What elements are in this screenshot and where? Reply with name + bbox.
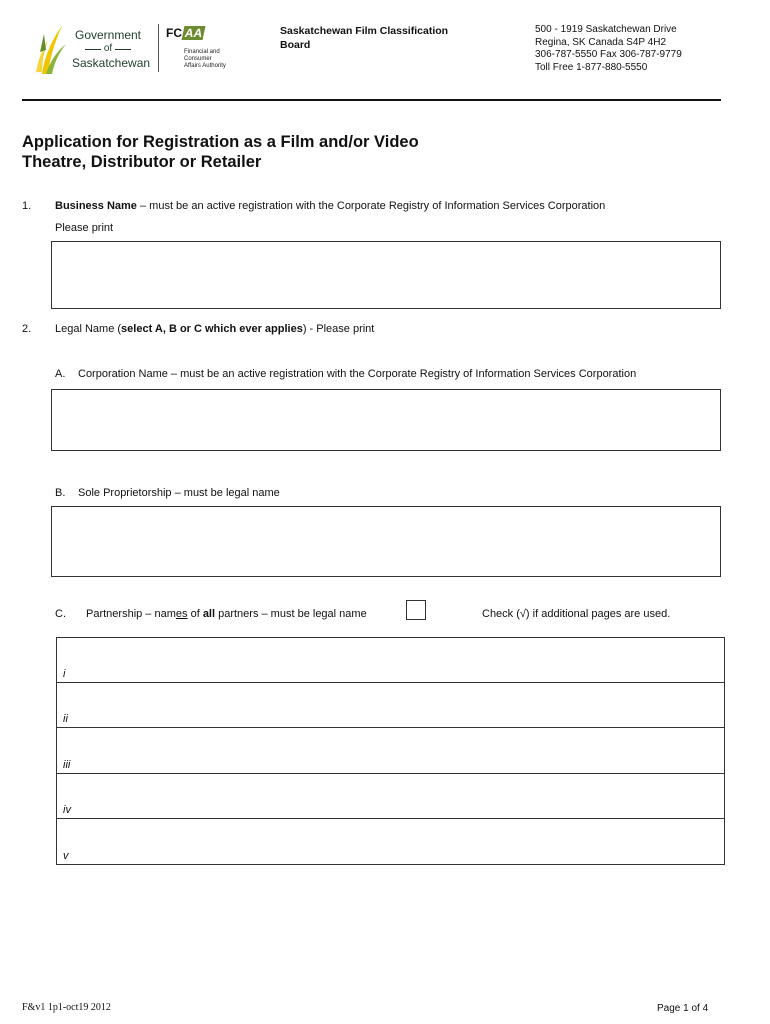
- partner-row-5[interactable]: [57, 819, 724, 864]
- section1-sublabel: Please print: [55, 222, 114, 234]
- address-line1: 500 - 1919 Saskatchewan Drive: [535, 24, 677, 35]
- fcaa-logo: [166, 26, 204, 40]
- option-c-label-bold: all: [202, 608, 216, 620]
- partner-row-1-label: i: [63, 668, 66, 680]
- form-title: [22, 132, 542, 172]
- partner-row-3-label: iii: [63, 759, 71, 771]
- partner-row-2-label: ii: [63, 713, 68, 725]
- partner-row-4-label: iv: [63, 804, 71, 816]
- option-c-label: [86, 607, 416, 621]
- section2-label: [55, 322, 655, 336]
- form-title-line2: Theatre, Distributor or Retailer: [22, 153, 262, 171]
- section1-number: 1.: [22, 200, 32, 212]
- partner-row-5-label: v: [63, 850, 69, 862]
- corporation-name-field[interactable]: [51, 389, 721, 451]
- fcaa-sub-line2: Consumer: [184, 56, 212, 62]
- section2-number: 2.: [22, 323, 32, 335]
- option-a-label: Corporation Name – must be an active registration with the Corporate Registry of Information Services Corporation: [78, 368, 637, 380]
- section2-label-end: ) - Please print: [302, 323, 375, 335]
- partner-row-4[interactable]: [57, 774, 724, 819]
- option-c-label-start: Partnership – nam: [86, 608, 176, 620]
- board-address: [535, 24, 682, 74]
- address-toll-free: Toll Free 1-877-880-5550: [535, 61, 648, 73]
- section1-label-bold: Business Name: [55, 200, 137, 212]
- additional-pages-note: Check (√) if additional pages are used.: [482, 608, 671, 620]
- sole-proprietorship-field[interactable]: [51, 506, 721, 577]
- address-line2: Regina, SK Canada S4P 4H2: [535, 36, 667, 48]
- option-b-label: Sole Proprietorship – must be legal name: [78, 487, 280, 499]
- saskatchewan-wheat-logo-icon: [32, 22, 72, 76]
- partners-table: [56, 637, 725, 865]
- fcaa-logo-aa: AA: [183, 26, 204, 40]
- header-rule: [22, 99, 721, 101]
- form-code: F&v1 1p1-oct19 2012: [22, 1002, 111, 1013]
- gov-logo-line1: Government: [74, 28, 142, 42]
- business-name-field[interactable]: [51, 241, 721, 309]
- option-b-letter: B.: [55, 487, 66, 499]
- option-c-label-underline: es: [175, 608, 188, 620]
- gov-logo-line3: Saskatchewan: [72, 56, 151, 70]
- page-number: Page 1 of 4: [657, 1003, 709, 1014]
- section2-label-start: Legal Name (: [55, 323, 122, 335]
- section2-label-bold: select A, B or C which ever applies: [121, 323, 303, 335]
- section1-label: [55, 199, 755, 213]
- partner-row-3[interactable]: [57, 729, 724, 774]
- option-c-letter: C.: [55, 608, 66, 620]
- fcaa-logo-fc: FC: [166, 26, 182, 40]
- government-of-saskatchewan-wordmark: [72, 28, 151, 70]
- section1-label-rest: – must be an active registration with the Corporate Registry of Information Services Corporation: [136, 200, 606, 212]
- address-phone-fax: 306-787-5550 Fax 306-787-9779: [535, 49, 682, 60]
- option-c-label-mid: of: [187, 608, 203, 620]
- form-title-line1: Application for Registration as a Film and/or Video: [22, 133, 419, 151]
- fcaa-logo-subtitle: [184, 49, 226, 70]
- option-a-letter: A.: [55, 368, 66, 380]
- gov-logo-line2: of: [72, 42, 144, 56]
- board-name: Saskatchewan Film Classification Board: [280, 25, 449, 51]
- option-c-label-end: partners – must be legal name: [215, 608, 367, 620]
- fcaa-sub-line1: Financial and: [184, 49, 220, 55]
- logo-divider: [158, 24, 159, 72]
- partner-row-2[interactable]: [57, 683, 724, 728]
- fcaa-sub-line3: Affairs Authority: [184, 63, 226, 69]
- additional-pages-checkbox[interactable]: [406, 600, 426, 620]
- partner-row-1[interactable]: [57, 638, 724, 683]
